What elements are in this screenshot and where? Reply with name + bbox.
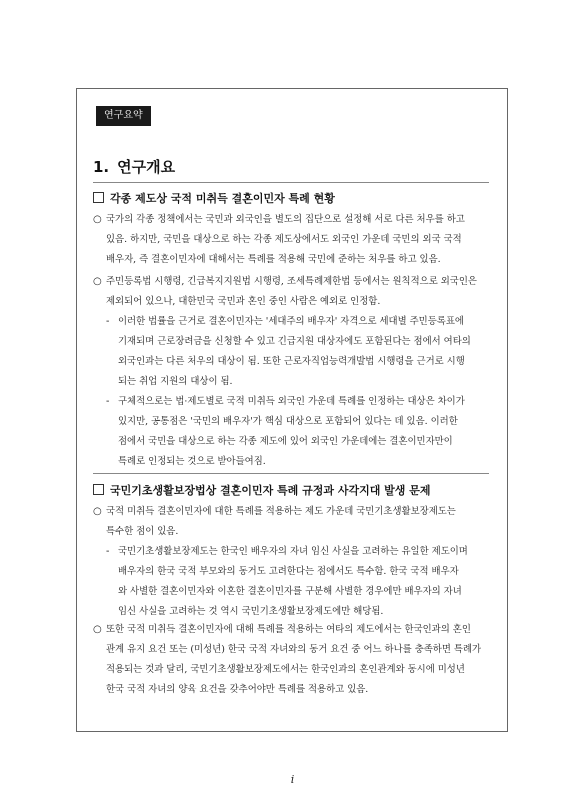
paragraph — [106, 210, 465, 270]
paragraph-line: 임신 사실을 고려하는 것 역시 국민기초생활보장제도에만 해당됨. — [118, 606, 384, 617]
circle-bullet-icon: ○ — [93, 214, 102, 225]
page-title — [93, 156, 175, 177]
section-tag: 연구요약 — [96, 106, 151, 126]
paragraph-line: 주민등록법 시행령, 긴급복지지원법 시행령, 조세특례제한법 등에서는 원칙적으로 외국인은 — [106, 276, 477, 287]
paragraph-line: 배우자, 즉 결혼이민자에 대해서는 특례를 적용해 국민에 준하는 처우를 하고 있음. — [106, 254, 441, 265]
paragraph-line: 적용되는 것과 달리, 국민기초생활보장제도에서는 한국인과의 혼인관계와 동시에 미성년 — [106, 664, 465, 675]
paragraph-line: 특수한 점이 있음. — [106, 526, 179, 537]
section-heading-2 — [93, 482, 431, 498]
title-rule — [93, 182, 489, 183]
paragraph-line: 구체적으로는 법·제도별로 국적 미취득 외국인 가운데 특례를 인정하는 대상은 차이가 — [118, 396, 465, 407]
paragraph-line: 관계 유지 요건 또는 (미성년) 한국 국적 자녀와의 동거 요건 중 어느 하나를 충족하면 특례가 — [106, 644, 482, 655]
paragraph-line: 국적 미취득 결혼이민자에 대한 특례를 적용하는 제도 가운데 국민기초생활보장제도는 — [106, 506, 456, 517]
page-number: i — [290, 773, 295, 786]
paragraph-line: 한국 국적 자녀의 양육 요건을 갖추어야만 특례를 적용하고 있음. — [106, 684, 369, 695]
circle-bullet-icon: ○ — [93, 624, 102, 635]
paragraph-line: 또한 국적 미취득 결혼이민자에 대해 특례를 적용하는 여타의 제도에서는 한국인과의 혼인 — [106, 624, 471, 635]
section-heading-text: 각종 제도상 국적 미취득 결혼이민자 특례 현황 — [110, 192, 335, 205]
paragraph-line: 있지만, 공통점은 '국민의 배우자'가 핵심 대상으로 포함되어 있다는 데 있음. 이러한 — [118, 416, 458, 427]
title-text: 연구개요 — [117, 158, 176, 176]
section-divider — [93, 473, 489, 474]
paragraph — [106, 272, 477, 312]
paragraph — [106, 502, 456, 542]
paragraph-line: 있음. 하지만, 국민을 대상으로 하는 각종 제도상에서도 외국인 가운데 국민의 외국 국적 — [106, 234, 462, 245]
paragraph — [118, 542, 468, 622]
paragraph — [118, 392, 465, 472]
dash-bullet: - — [106, 396, 110, 407]
paragraph-line: 특례로 인정되는 것으로 받아들여짐. — [118, 456, 266, 467]
paragraph-line: 배우자의 한국 국적 부모와의 동거도 고려한다는 점에서도 특수함. 한국 국적 배우자 — [118, 566, 459, 577]
dash-bullet: - — [106, 316, 110, 327]
circle-bullet-icon: ○ — [93, 276, 102, 287]
checkbox-square-icon — [93, 484, 104, 495]
paragraph-line: 제외되어 있으나, 대한민국 국민과 혼인 중인 사람은 예외로 인정함. — [106, 296, 381, 307]
section-heading-1 — [93, 190, 335, 206]
section-heading-text: 국민기초생활보장법상 결혼이민자 특례 규정과 사각지대 발생 문제 — [110, 484, 431, 497]
paragraph — [106, 620, 481, 700]
paragraph-line: 국가의 각종 정책에서는 국민과 외국인을 별도의 집단으로 설정해 서로 다른 처우를 하고 — [106, 214, 465, 225]
paragraph-line: 되는 취업 지원의 대상이 됨. — [118, 376, 233, 387]
paragraph-line: 이러한 법률을 근거로 결혼이민자는 '세대주의 배우자' 자격으로 세대별 주민등록표에 — [118, 316, 464, 327]
paragraph-line: 국민기초생활보장제도는 한국인 배우자의 자녀 임신 사실을 고려하는 유일한 제도이며 — [118, 546, 468, 557]
paragraph-line: 와 사별한 결혼이민자와 이혼한 결혼이민자를 구분해 사별한 경우에만 배우자의 자녀 — [118, 586, 462, 597]
title-number: 1. — [93, 158, 110, 176]
paragraph — [118, 312, 471, 392]
paragraph-line: 기재되며 근로장려금을 신청할 수 있고 긴급지원 대상자에도 포함된다는 점에서 여타의 — [118, 336, 471, 347]
paragraph-line: 외국인과는 다른 처우의 대상이 됨. 또한 근로자직업능력개발법 시행령을 근거로 시행 — [118, 356, 465, 367]
checkbox-square-icon — [93, 192, 104, 203]
dash-bullet: - — [106, 546, 110, 557]
paragraph-line: 점에서 국민을 대상으로 하는 각종 제도에 있어 외국인 가운데에는 결혼이민자만이 — [118, 436, 453, 447]
circle-bullet-icon: ○ — [93, 506, 102, 517]
